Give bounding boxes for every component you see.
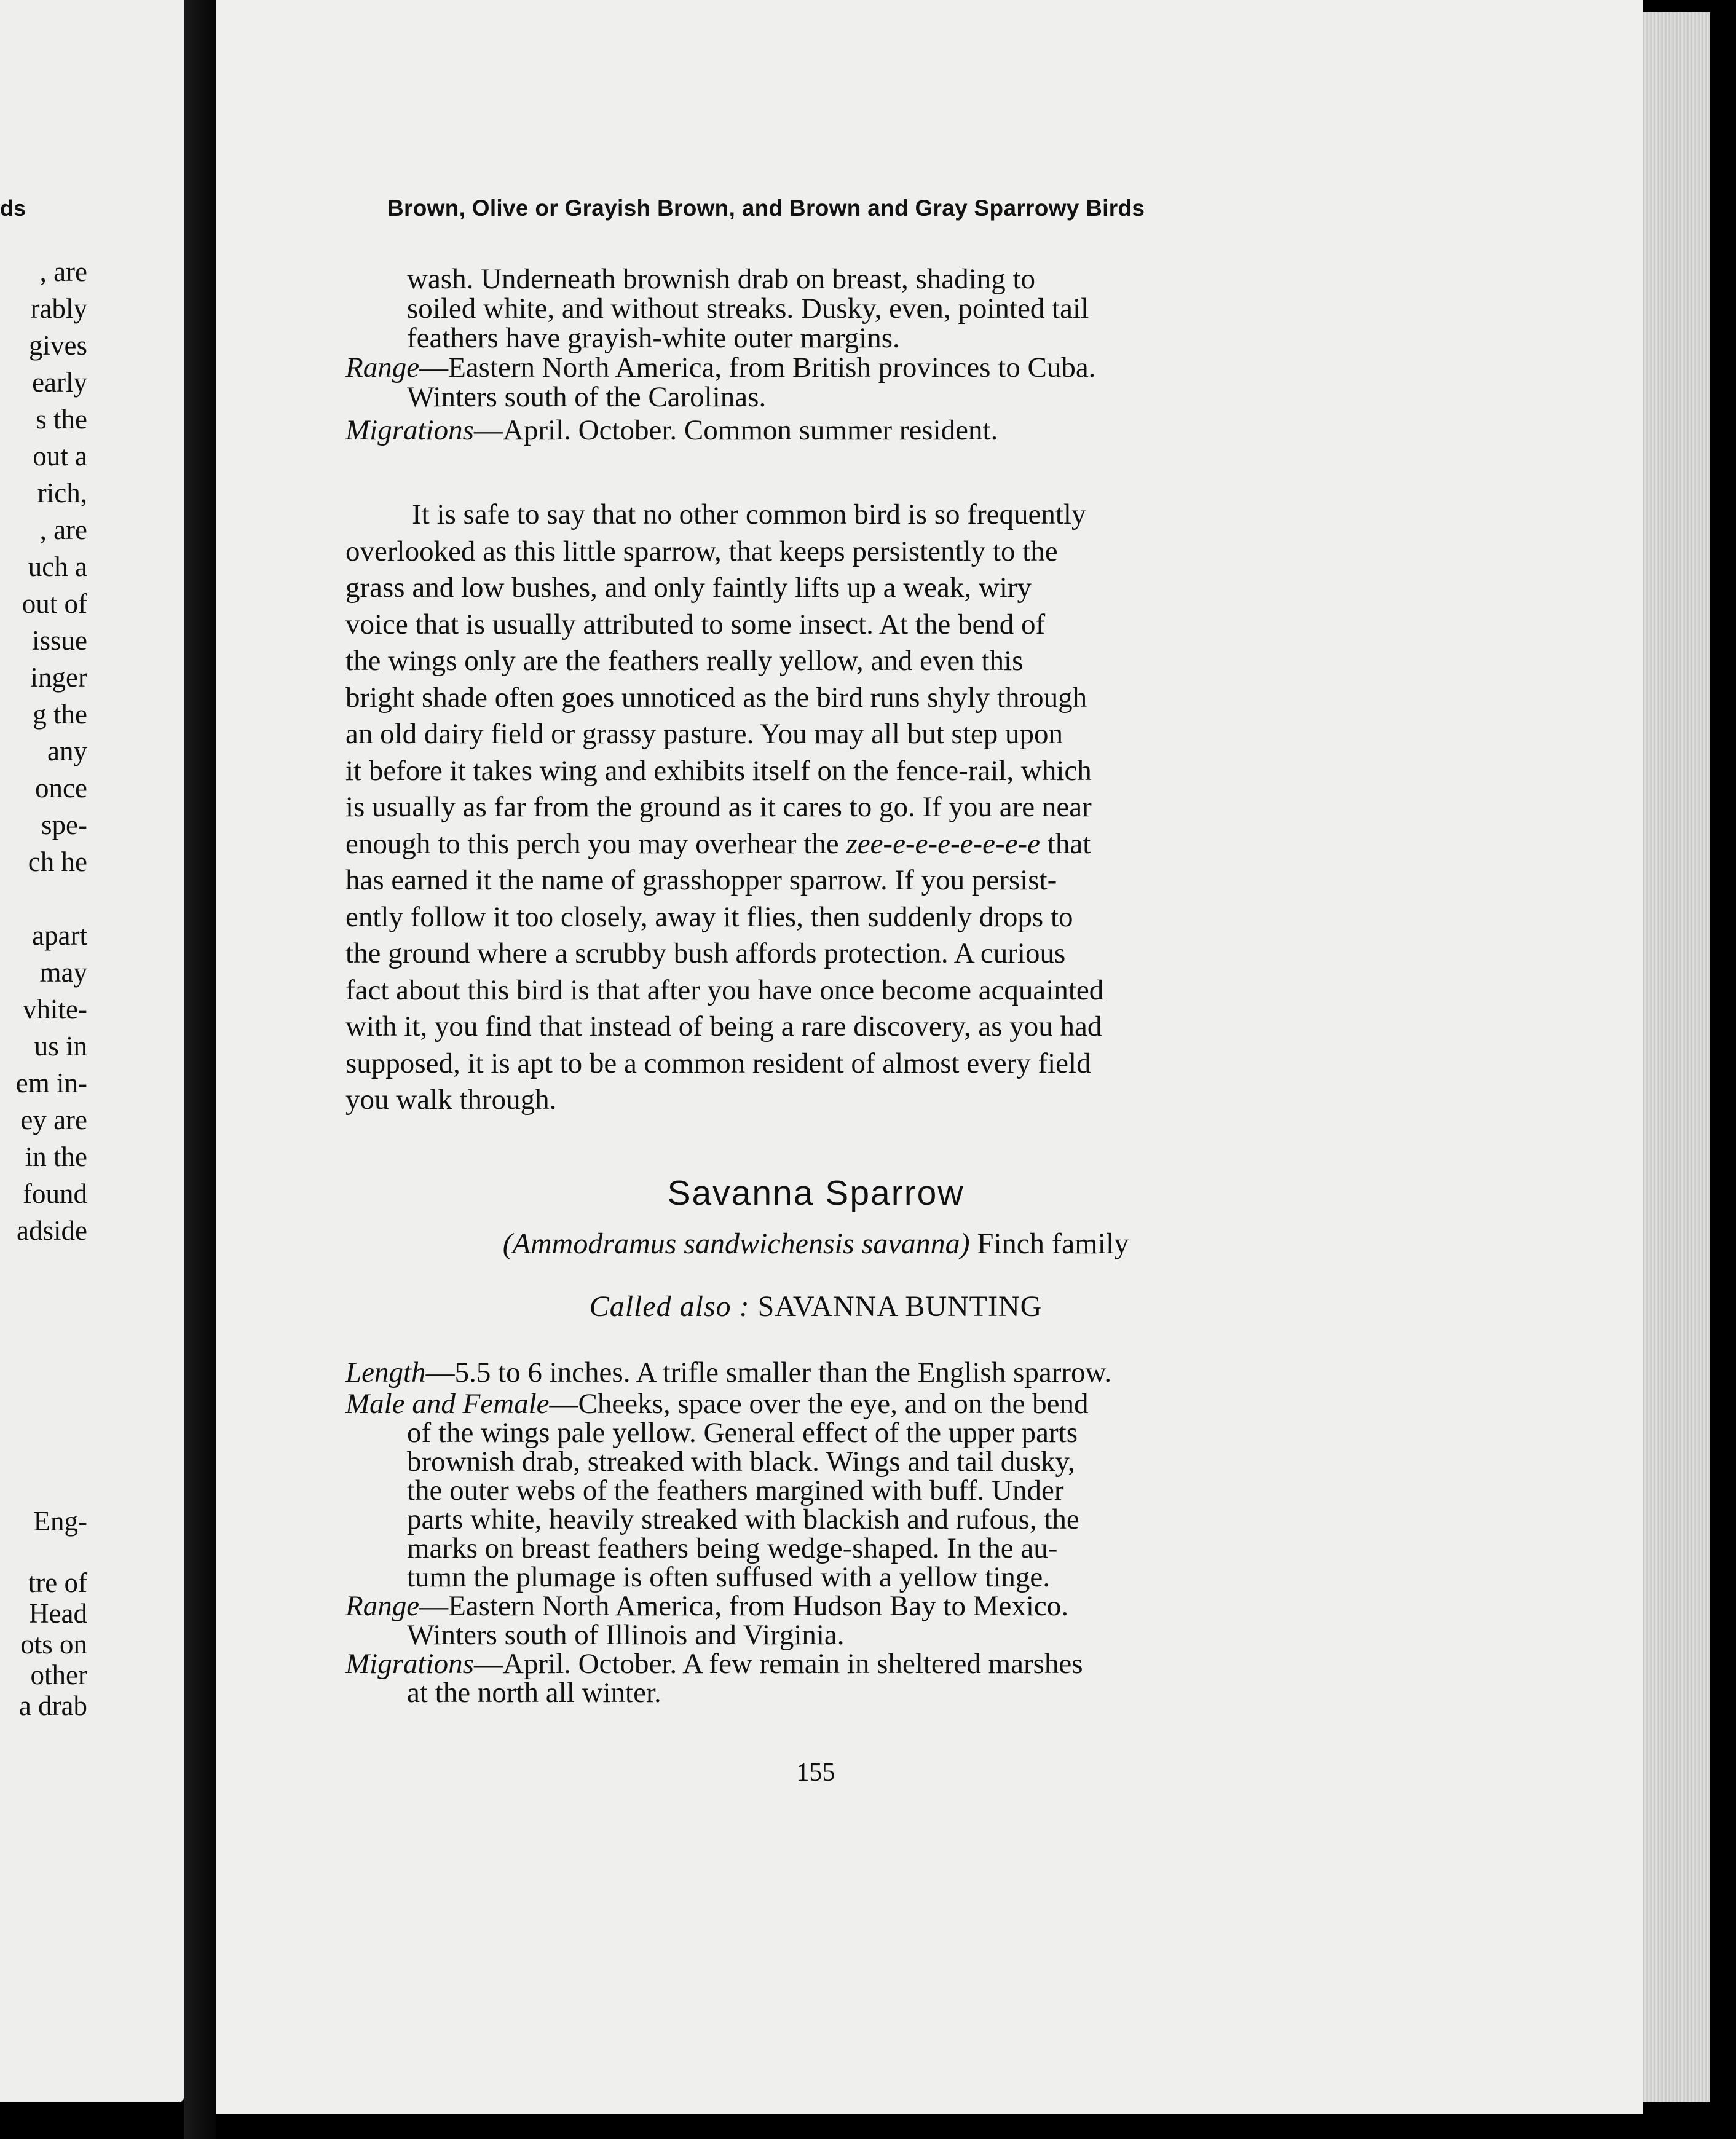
left-page-line: Eng- [33, 1506, 87, 1537]
text-line: at the north all winter. [407, 1677, 661, 1709]
left-page-line: found [23, 1178, 87, 1209]
migrations-label: Migrations [345, 414, 474, 446]
paragraph-line: It is safe to say that no other common bird is so frequently [412, 498, 1086, 530]
paragraph-line: bright shade often goes unnoticed as the bird runs shyly through [345, 681, 1087, 714]
running-header: Brown, Olive or Grayish Brown, and Brown and Gray Sparrowy Birds [387, 195, 1145, 221]
left-page-line: apart [32, 920, 87, 951]
entry-subtitle [216, 1227, 1415, 1261]
paragraph-line: with it, you find that instead of being a rare discovery, as you had [345, 1010, 1102, 1042]
left-page-line: any [47, 736, 87, 766]
paragraph-line: has earned it the name of grasshopper sparrow. If you persist- [345, 864, 1057, 896]
paragraph-line: grass and low bushes, and only faintly lifts up a weak, wiry [345, 572, 1032, 604]
paragraph-fragment: enough to this perch you may overhear the [345, 827, 846, 860]
right-page [216, 0, 1643, 2114]
left-page-line: issue [32, 625, 87, 656]
left-page-line: other [30, 1660, 87, 1690]
left-page-text-column-lower [0, 1506, 87, 1721]
range-text: —Eastern North America, from British provinces to Cuba. [419, 352, 1096, 384]
text-line: soiled white, and without streaks. Dusky, even, pointed tail [407, 293, 1089, 325]
left-page-line [0, 880, 87, 917]
paragraph-line: an old dairy field or grassy pasture. You may all but step upon [345, 718, 1063, 750]
paragraph-line: is usually as far from the ground as it cares to go. If you are near [345, 791, 1092, 823]
left-page-line: Head [29, 1598, 87, 1629]
left-page-text-column [0, 253, 87, 1249]
left-page-line: tre of [28, 1567, 87, 1598]
text-line: tumn the plumage is often suffused with a yellow tinge. [407, 1561, 1051, 1593]
left-page-line: ey are [20, 1105, 87, 1135]
called-also-value: SAVANNA BUNTING [749, 1290, 1043, 1323]
text-line: Winters south of Illinois and Virginia. [407, 1619, 845, 1651]
scientific-name: (Ammodramus sandwichensis savanna) [502, 1227, 970, 1260]
left-page-line: a drab [18, 1690, 87, 1721]
left-page-line: us in [34, 1031, 87, 1062]
range-line [345, 353, 1452, 382]
left-page-line: spe- [41, 810, 87, 840]
text-line: marks on breast feathers being wedge-shaped. In the au- [407, 1532, 1058, 1564]
left-page-line: uch a [28, 551, 87, 582]
migrations-label: Migrations [345, 1648, 474, 1680]
paragraph-line: it before it takes wing and exhibits itself on the fence-rail, which [345, 754, 1092, 787]
range-label: Range [345, 1590, 420, 1622]
left-page-line: adside [17, 1215, 87, 1246]
paragraph-line [345, 826, 1452, 863]
left-page-line: rich, [37, 478, 87, 508]
text-line: parts white, heavily streaked with blackish and rufous, the [407, 1503, 1079, 1535]
family-name: Finch family [969, 1227, 1129, 1260]
left-page-header: ds [0, 195, 26, 221]
left-page-line: inger [30, 662, 87, 693]
paragraph-fragment: that [1040, 827, 1091, 860]
text-line: wash. Underneath brownish drab on breast, shading to [407, 263, 1036, 295]
left-page-line: in the [25, 1141, 87, 1172]
called-also-label: Called also : [589, 1290, 750, 1323]
song-phrase: zee-e-e-e-e-e-e-e [846, 827, 1041, 860]
paragraph-line: voice that is usually attributed to some insect. At the bend of [345, 608, 1046, 640]
range-text: —Eastern North America, from Hudson Bay to Mexico. [419, 1590, 1069, 1622]
left-page-fragment [0, 0, 184, 2102]
range-label: Range [345, 352, 420, 384]
paragraph-line: fact about this bird is that after you have once become acquainted [345, 974, 1104, 1006]
left-page-line: , are [39, 514, 87, 545]
paragraph-line: overlooked as this little sparrow, that keeps persistently to the [345, 535, 1058, 567]
page-edges [1643, 12, 1710, 2102]
left-page-line: gives [29, 330, 87, 361]
left-page-line: g the [33, 699, 87, 730]
migrations-text: —April. October. Common summer resident. [473, 414, 998, 446]
range-line [345, 1592, 1452, 1621]
male-female-text: —Cheeks, space over the eye, and on the bend [549, 1388, 1089, 1420]
previous-entry-continuation [345, 264, 1452, 445]
male-female-label: Male and Female [345, 1388, 550, 1420]
left-page-line: vhite- [23, 994, 87, 1025]
left-page-line [0, 1537, 87, 1567]
text-line: feathers have grayish-white outer margins. [407, 322, 900, 354]
length-label: Length [345, 1357, 426, 1389]
text-line: brownish drab, streaked with black. Wings and tail dusky, [407, 1446, 1075, 1478]
book-gutter [184, 0, 216, 2139]
text-line: the outer webs of the feathers margined with buff. Under [407, 1475, 1064, 1507]
page-number: 155 [796, 1759, 835, 1787]
left-page-line: once [35, 773, 87, 803]
male-female-line [345, 1390, 1452, 1419]
paragraph-line: you walk through. [345, 1084, 557, 1116]
length-text: —5.5 to 6 inches. A trifle smaller than the English sparrow. [425, 1357, 1112, 1389]
text-line: Winters south of the Carolinas. [407, 381, 767, 413]
description-paragraph [345, 497, 1452, 1119]
migrations-line [345, 1650, 1452, 1679]
left-page-line: early [32, 367, 87, 398]
paragraph-line: the ground where a scrubby bush affords protection. A curious [345, 937, 1066, 969]
paragraph-line: the wings only are the feathers really yellow, and even this [345, 645, 1024, 677]
left-page-line: em in- [15, 1068, 87, 1098]
left-page-line: ch he [28, 846, 87, 877]
text-line: of the wings pale yellow. General effect of the upper parts [407, 1417, 1078, 1449]
left-page-line: rably [30, 293, 87, 324]
left-page-line: out of [22, 588, 87, 619]
migrations-line [345, 416, 1452, 445]
entry-title: Savanna Sparrow [667, 1173, 965, 1213]
left-page-line: s the [36, 404, 87, 435]
entry-details [345, 1358, 1452, 1708]
migrations-text: —April. October. A few remain in sheltered marshes [473, 1648, 1083, 1680]
left-page-line: , are [39, 256, 87, 287]
left-page-line: may [39, 957, 87, 988]
paragraph-line: ently follow it too closely, away it flies, then suddenly drops to [345, 900, 1073, 933]
left-page-line: out a [33, 441, 87, 471]
called-also [216, 1290, 1415, 1323]
left-page-line: ots on [20, 1629, 87, 1660]
paragraph-line: supposed, it is apt to be a common resident of almost every field [345, 1047, 1091, 1079]
length-line [345, 1358, 1452, 1387]
